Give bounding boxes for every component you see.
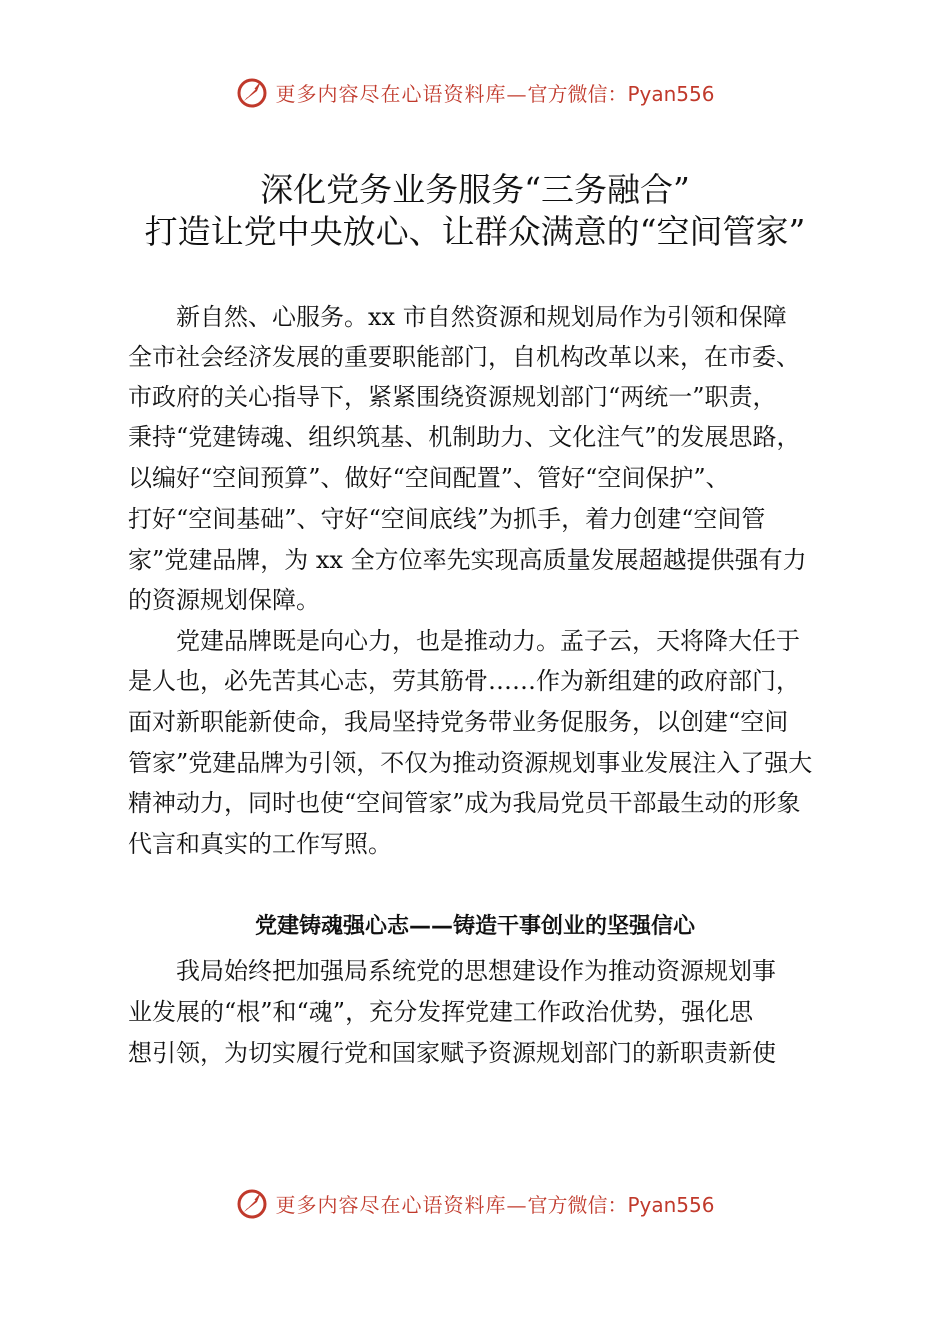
- document-title-line-1: 深化党务业务服务“三务融合”: [260, 170, 690, 209]
- text-line: 想引领，为切实履行党和国家赋予资源规划部门的新职责新使: [128, 1039, 776, 1067]
- text-line: 市政府的关心指导下，紧紧围绕资源规划部门“两统一”职责，: [128, 383, 777, 411]
- text-line: 党建品牌既是向心力，也是推动力。孟子云，天将降大任于: [128, 627, 800, 655]
- text-line: 家”党建品牌，为 xx 全方位率先实现高质量发展超越提供强有力: [128, 546, 807, 574]
- text-line: 业发展的“根”和“魂”，充分发挥党建工作政治优势，强化思: [128, 998, 754, 1026]
- text-line: 打好“空间基础”、守好“空间底线”为抓手，着力创建“空间管: [128, 505, 766, 533]
- banner-slogan: 更多内容尽在心语资料库—: [275, 81, 528, 106]
- text-line: 全市社会经济发展的重要职能部门，自机构改革以来，在市委、: [128, 343, 800, 371]
- banner-wechat-id: 官方微信：Pyan556: [527, 81, 715, 106]
- text-line: 是人也，必先苦其心志，劳其筋骨……作为新组建的政府部门，: [128, 667, 800, 695]
- text-line: 面对新职能新使命，我局坚持党务带业务促服务，以创建“空间: [128, 708, 789, 736]
- text-line: 我局始终把加强局系统党的思想建设作为推动资源规划事: [128, 957, 776, 985]
- text-line: 代言和真实的工作写照。: [128, 830, 392, 858]
- quill-circle-logo-icon: [235, 1186, 269, 1220]
- top-banner: [0, 72, 950, 112]
- document-title-line-2: 打造让党中央放心、让群众满意的“空间管家”: [144, 212, 806, 251]
- banner-slogan: 更多内容尽在心语资料库—: [275, 1192, 528, 1217]
- text-line: 以编好“空间预算”、做好“空间配置”、管好“空间保护”、: [128, 464, 730, 492]
- bottom-banner: [0, 1183, 950, 1223]
- banner-wechat-id: 官方微信：Pyan556: [527, 1192, 715, 1217]
- quill-circle-logo-icon: [235, 75, 269, 109]
- section-heading: 党建铸魂强心志——铸造干事创业的坚强信心: [254, 914, 695, 939]
- text-line: 秉持“党建铸魂、组织筑基、机制助力、文化注气”的发展思路，: [128, 423, 801, 451]
- text-line: 精神动力，同时也使“空间管家”成为我局党员干部最生动的形象: [128, 789, 801, 817]
- text-line: 新自然、心服务。xx 市自然资源和规划局作为引领和保障: [128, 303, 787, 331]
- text-line: 管家”党建品牌为引领，不仅为推动资源规划事业发展注入了强大: [128, 749, 813, 777]
- text-line: 的资源规划保障。: [128, 586, 320, 614]
